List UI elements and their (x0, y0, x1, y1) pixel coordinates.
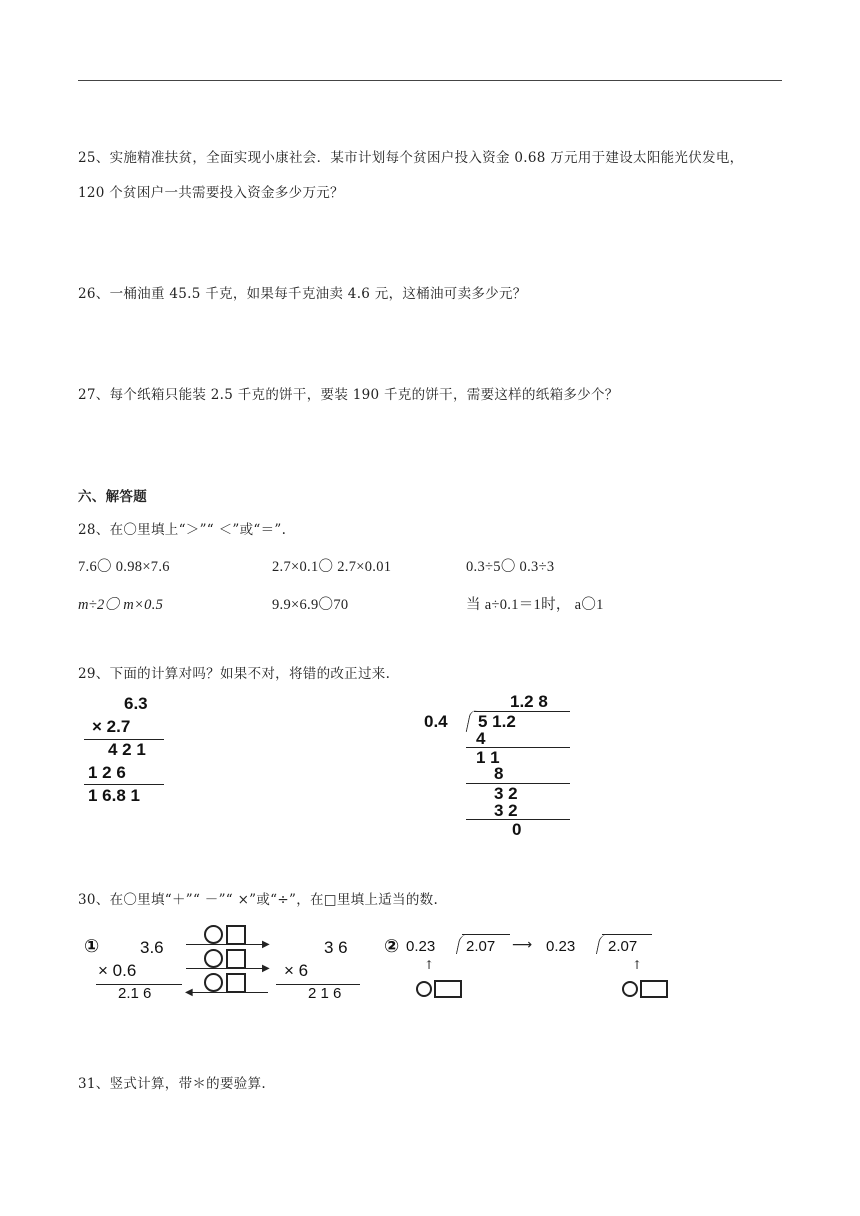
q25-line2: 120 个贫困户一共需要投入资金多少万元？ (78, 185, 344, 201)
q29-div-step4: 3 2 (494, 784, 518, 803)
q29-mult-row4: 1 2 6 (88, 763, 126, 782)
q29-mult-row2: × 2.7 (92, 717, 131, 736)
q30-op3[interactable] (204, 972, 246, 993)
arrow-up-icon: ↑ (632, 958, 643, 972)
q29-div-divisor: 0.4 (424, 712, 448, 731)
q29-mult-rule2 (84, 784, 164, 785)
arrow-up-icon: ↑ (424, 958, 435, 972)
q26-text: 26、一桶油重 45.5 千克，如果每千克油卖 4.6 元，这桶油可卖多少元？ (78, 286, 527, 302)
num-box[interactable] (226, 925, 246, 945)
q29-mult-row3: 4 2 1 (108, 740, 146, 759)
q28-prompt: 28、在〇里填上“＞”“ ＜”或“＝”. (78, 522, 287, 538)
q29-div-step2: 1 1 (476, 748, 500, 767)
q30-op1[interactable] (204, 924, 246, 945)
q30-p1-label: ① (84, 936, 100, 956)
header-rule (78, 80, 782, 81)
q30-p2-divisor2: 0.23 (546, 938, 576, 955)
q29-prompt: 29、下面的计算对吗？如果不对，将错的改正过来. (78, 666, 391, 682)
q29-div-step5: 3 2 (494, 801, 518, 820)
num-box[interactable] (226, 973, 246, 993)
arrow-right-icon: ▶ (262, 939, 270, 950)
q30-p2-op1[interactable] (416, 978, 462, 998)
q30-p2-bar2 (602, 934, 652, 935)
q28-item-4: m÷2〇 m×0.5 (78, 597, 164, 613)
q31-text: 31、竖式计算，带＊的要验算. (78, 1076, 266, 1092)
q29-mult-row5: 1 6.8 1 (88, 786, 140, 805)
q30-arrow3 (190, 992, 268, 993)
q30-p1-a: 3.6 (140, 938, 164, 957)
q30-arrow1 (186, 944, 268, 945)
q25-line1: 25、实施精准扶贫，全面实现小康社会．某市计划每个贫困户投入资金 0.68 万元用于建设太阳能光伏发电， (78, 150, 744, 166)
q28-item-2: 2.7×0.1〇 2.7×0.01 (272, 559, 392, 575)
arrow-right-icon: ⟶ (512, 937, 533, 953)
q30-p2-label: ② (384, 936, 400, 956)
q30-op2[interactable] (204, 948, 246, 969)
q30-prompt: 30、在〇里填“＋”“ －”“ ×”或“÷”，在□里填上适当的数. (78, 892, 439, 908)
q30-p1-a2: 3 6 (324, 938, 348, 957)
q29-div-step1: 4 (476, 729, 486, 748)
arrow-right-icon: ▶ (262, 963, 270, 974)
q27-text: 27、每个纸箱只能装 2.5 千克的饼干，要装 190 千克的饼干，需要这样的纸箱多少个？ (78, 387, 619, 403)
q29-div-step6: 0 (512, 820, 522, 839)
num-box[interactable] (640, 980, 668, 998)
q29-div-quotient: 1.2 8 (510, 692, 548, 711)
num-box[interactable] (226, 949, 246, 969)
num-box[interactable] (434, 980, 462, 998)
q30-p1-c2: 2 1 6 (308, 985, 342, 1002)
q29-div-rule2 (466, 783, 570, 784)
q30-arrow2 (186, 968, 268, 969)
q28-item-1: 7.6〇 0.98×7.6 (78, 559, 170, 575)
op-circle[interactable] (622, 981, 638, 997)
q28-item-5: 9.9×6.9〇70 (272, 597, 349, 613)
arrow-left-icon: ◀ (185, 987, 193, 998)
op-circle[interactable] (416, 981, 432, 997)
q28-item-3: 0.3÷5〇 0.3÷3 (466, 559, 555, 575)
q29-mult-row1: 6.3 (124, 694, 148, 713)
q30-p1-c: 2.1 6 (118, 985, 152, 1002)
q30-p1-b: × 0.6 (98, 961, 137, 980)
q29-div-dividend: 5 1.2 (478, 712, 516, 731)
op-circle[interactable] (204, 973, 223, 992)
q30-p2-divisor1: 0.23 (406, 938, 436, 955)
q30-p2-bar1 (462, 934, 510, 935)
op-circle[interactable] (204, 949, 223, 968)
q30-p2-dividend1: 2.07 (466, 938, 496, 955)
section-title: 六、解答题 (78, 489, 147, 505)
op-circle[interactable] (204, 925, 223, 944)
q29-div-step3: 8 (494, 764, 504, 783)
q30-p2-dividend2: 2.07 (608, 938, 638, 955)
q30-p1-b2: × 6 (284, 961, 309, 980)
q28-item-6: 当 a÷0.1＝1时， a〇1 (466, 597, 604, 613)
q30-p2-op2[interactable] (622, 978, 668, 998)
